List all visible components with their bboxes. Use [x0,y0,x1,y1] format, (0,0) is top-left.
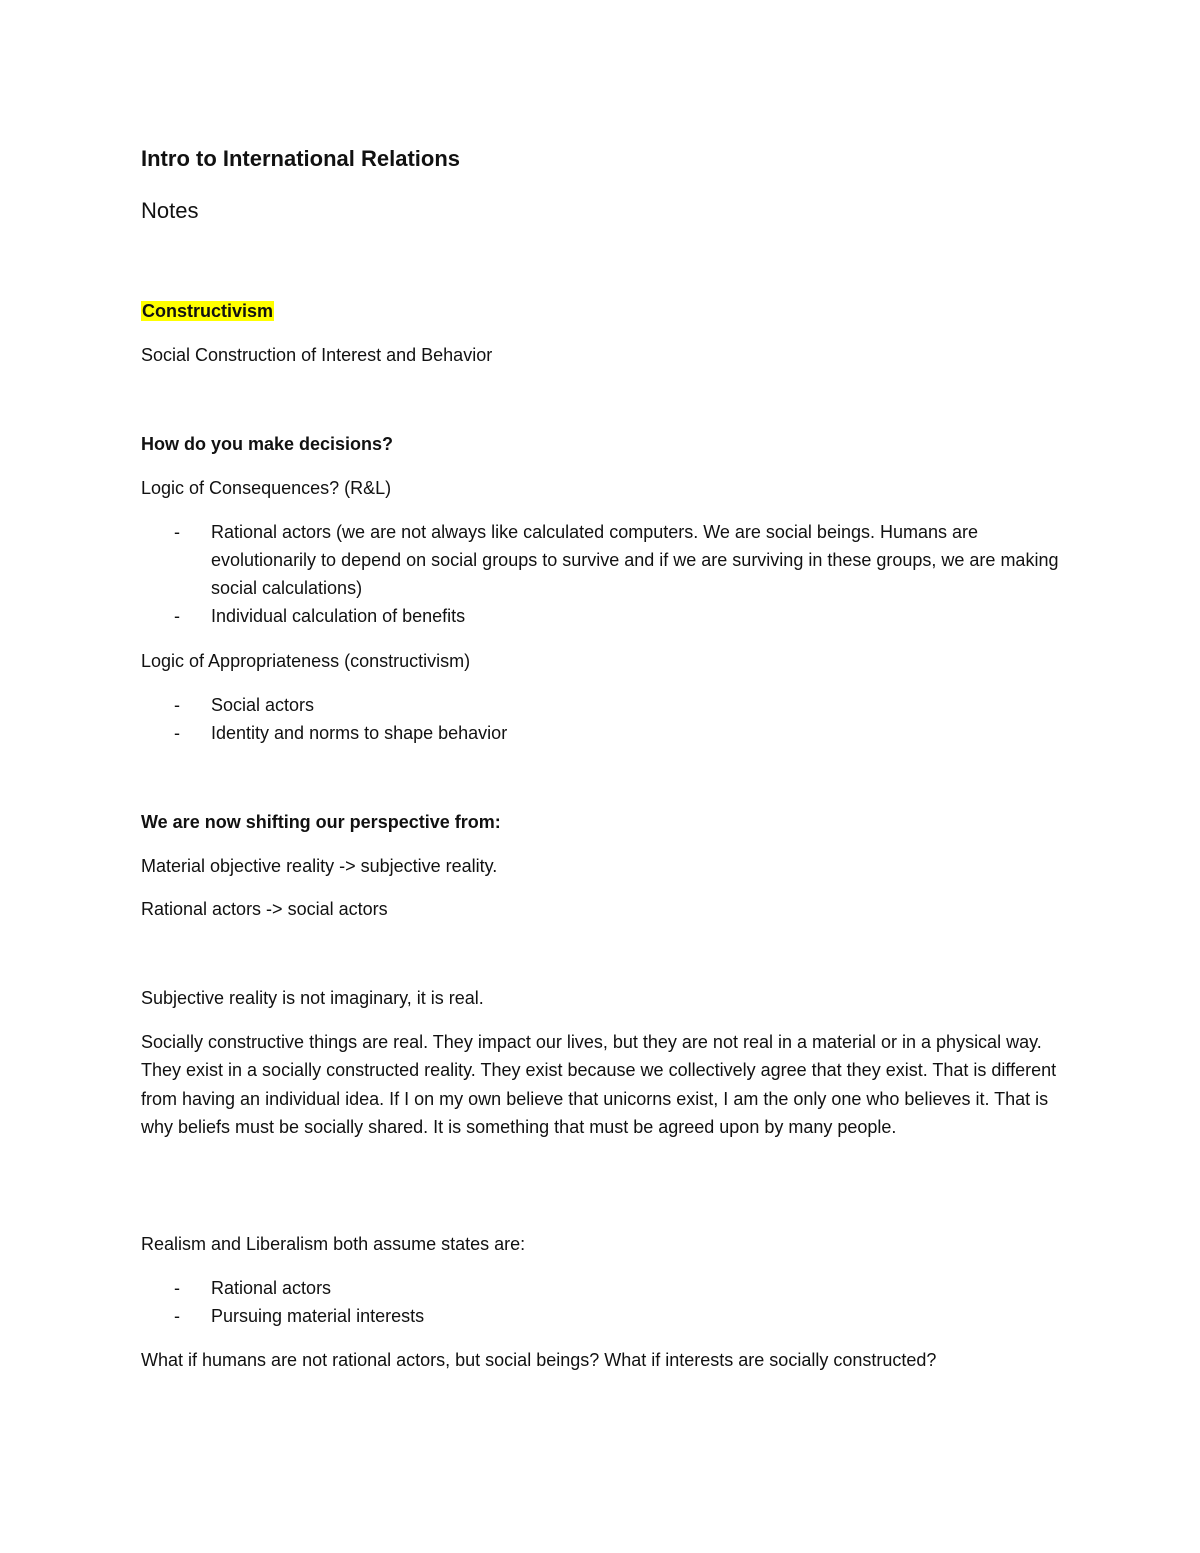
shift-line-2: Rational actors -> social actors [141,899,388,919]
shift-line-1: Material objective reality -> subjective reality. [141,856,498,876]
bullet-marker: - [174,1306,180,1326]
bullet-rational-actors-2: Rational actors [211,1278,332,1298]
closing-question: What if humans are not rational actors, but social beings? What if interests are socially constructed? [141,1350,937,1370]
bullet-material-interests: Pursuing material interests [211,1306,425,1326]
document-title: Intro to International Relations [141,146,461,171]
section-subheading: Social Construction of Interest and Behavior [141,345,493,365]
bullet-individual-calculation: Individual calculation of benefits [211,606,466,626]
logic-consequences-label: Logic of Consequences? (R&L) [141,478,392,498]
bullet-marker: - [174,606,180,626]
bullet-marker: - [174,522,180,542]
logic-appropriateness-label: Logic of Appropriateness (constructivism) [141,651,471,671]
section-heading [141,297,274,325]
socially-constructed-paragraph: Socially constructive things are real. They impact our lives, but they are not real in a material or in a physical way. They exist in a socially constructed reality. They exist because we collectively agree that they exist. That is different from having an individual idea. If I on my own believe that unicorns exist, I am the only one who believes it. That is why beliefs must be socially shared. It is something that must be agreed upon by many people. [141,1032,1057,1137]
subjective-reality-line: Subjective reality is not imaginary, it is real. [141,988,484,1008]
highlighted-section-title: Constructivism [142,301,274,321]
realism-liberalism-intro: Realism and Liberalism both assume states are: [141,1234,526,1254]
shift-heading: We are now shifting our perspective from: [141,812,501,832]
bullet-marker: - [174,695,180,715]
document-subtitle: Notes [141,198,199,223]
bullet-marker: - [174,723,180,743]
bullet-marker: - [174,1278,180,1298]
question-heading: How do you make decisions? [141,434,394,454]
bullet-rational-actors: Rational actors (we are not always like calculated computers. We are social beings. Humans are evolutionarily to depend on social groups to survive and if we are surviving in these groups, we are making social calculations) [211,522,1059,598]
bullet-social-actors: Social actors [211,695,315,715]
bullet-identity-norms: Identity and norms to shape behavior [211,723,508,743]
